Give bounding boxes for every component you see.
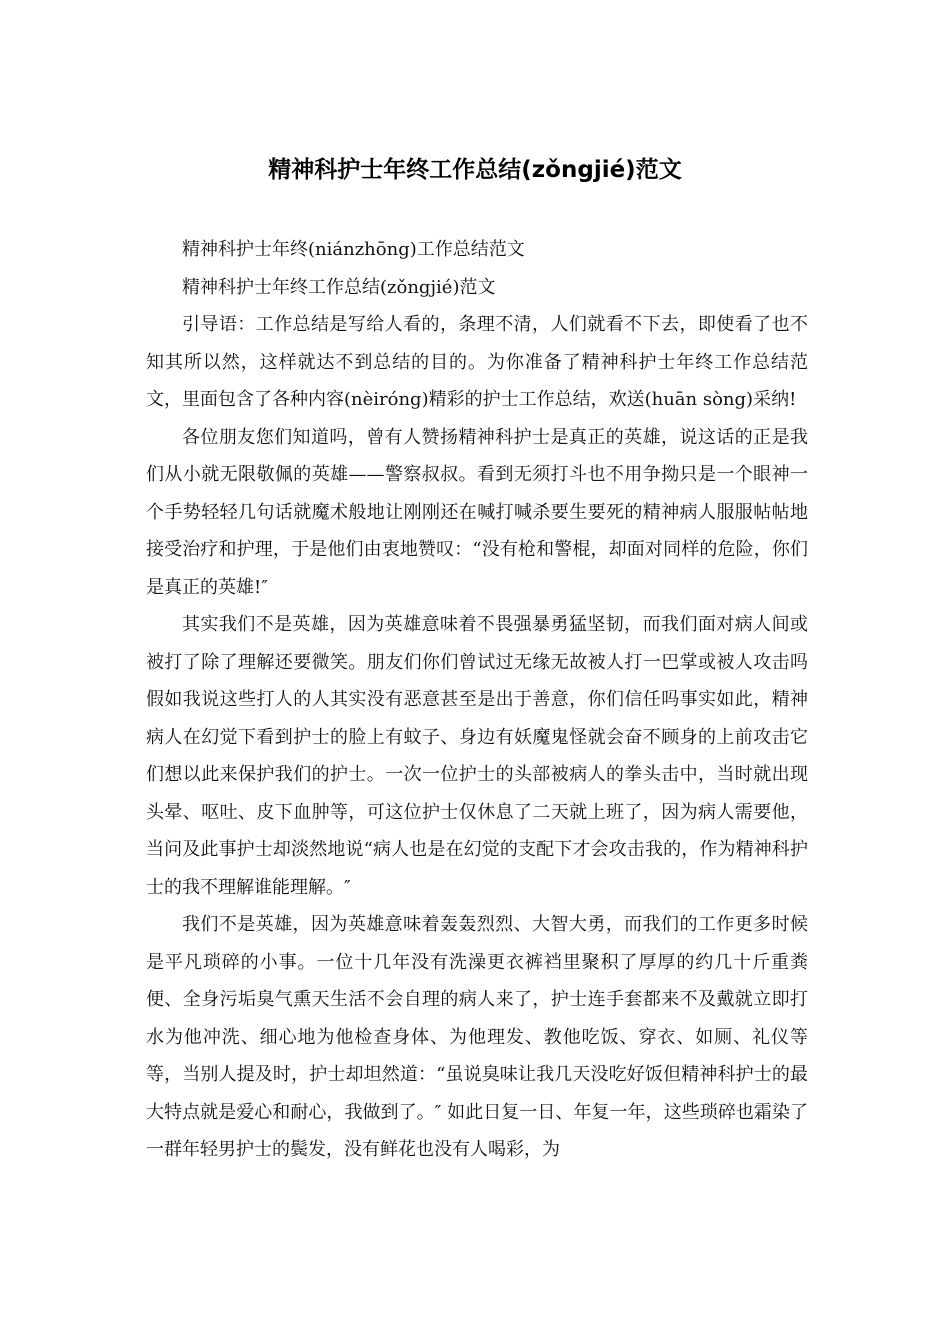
paragraph: 引导语：工作总结是写给人看的，条理不清，人们就看不下去，即使看了也不知其所以然，这样就达不到总结的目的。为你准备了精神科护士年终工作总结范文，里面包含了各种内容(nèiróng)精彩的护士工作总结，欢送(huān sòng)采纳! [146,314,808,410]
paragraph: 精神科护士年终(niánzhōng)工作总结范文 [182,239,525,260]
paragraph: 各位朋友您们知道吗，曾有人赞扬精神科护士是真正的英雄，说这话的正是我们从小就无限敬佩的英雄——警察叔叔。看到无须打斗也不用争拗只是一个眼神一个手势轻轻几句话就魔术般地让刚刚还在喊打喊杀要生要死的精神病人服服帖帖地接受治疗和护理，于是他们由衷地赞叹：“没有枪和警棍，却面对同样的危险，你们是真正的英雄!″ [146,426,808,598]
document-title: 精神科护士年终工作总结(zǒngjié)范文 [268,157,682,183]
paragraph: 精神科护士年终工作总结(zǒngjié)范文 [182,276,496,298]
paragraph: 我们不是英雄，因为英雄意味着轰轰烈烈、大智大勇，而我们的工作更多时候是平凡琐碎的小事。一位十几年没有洗澡更衣裤裆里聚积了厚厚的约几十斤重粪便、全身污垢臭气熏天生活不会自理的病人来了，护士连手套都来不及戴就立即打水为他冲洗、细心地为他检查身体、为他理发、教他吃饭、穿衣、如厕、礼仪等等，当别人提及时，护士却坦然道：“虽说臭味让我几天没吃好饭但精神科护士的最大特点就是爱心和耐心，我做到了。″ 如此日复一日、年复一年，这些琐碎也霜染了一群年轻男护士的鬓发，没有鲜花也没有人喝彩，为 [146,914,808,1160]
document-body [146,231,808,1169]
paragraph: 其实我们不是英雄，因为英雄意味着不畏强暴勇猛坚韧，而我们面对病人间或被打了除了理解还要微笑。朋友们你们曾试过无缘无故被人打一巴掌或被人攻击吗假如我说这些打人的人其实没有恶意甚至是出于善意，你们信任吗事实如此，精神病人在幻觉下看到护士的脸上有蚊子、身边有妖魔鬼怪就会奋不顾身的上前攻击它们想以此来保护我们的护士。一次一位护士的头部被病人的拳头击中，当时就出现头晕、呕吐、皮下血肿等，可这位护士仅休息了二天就上班了，因为病人需要他，当问及此事护士却淡然地说“病人也是在幻觉的支配下才会攻击我的，作为精神科护士的我不理解谁能理解。″ [146,614,808,898]
